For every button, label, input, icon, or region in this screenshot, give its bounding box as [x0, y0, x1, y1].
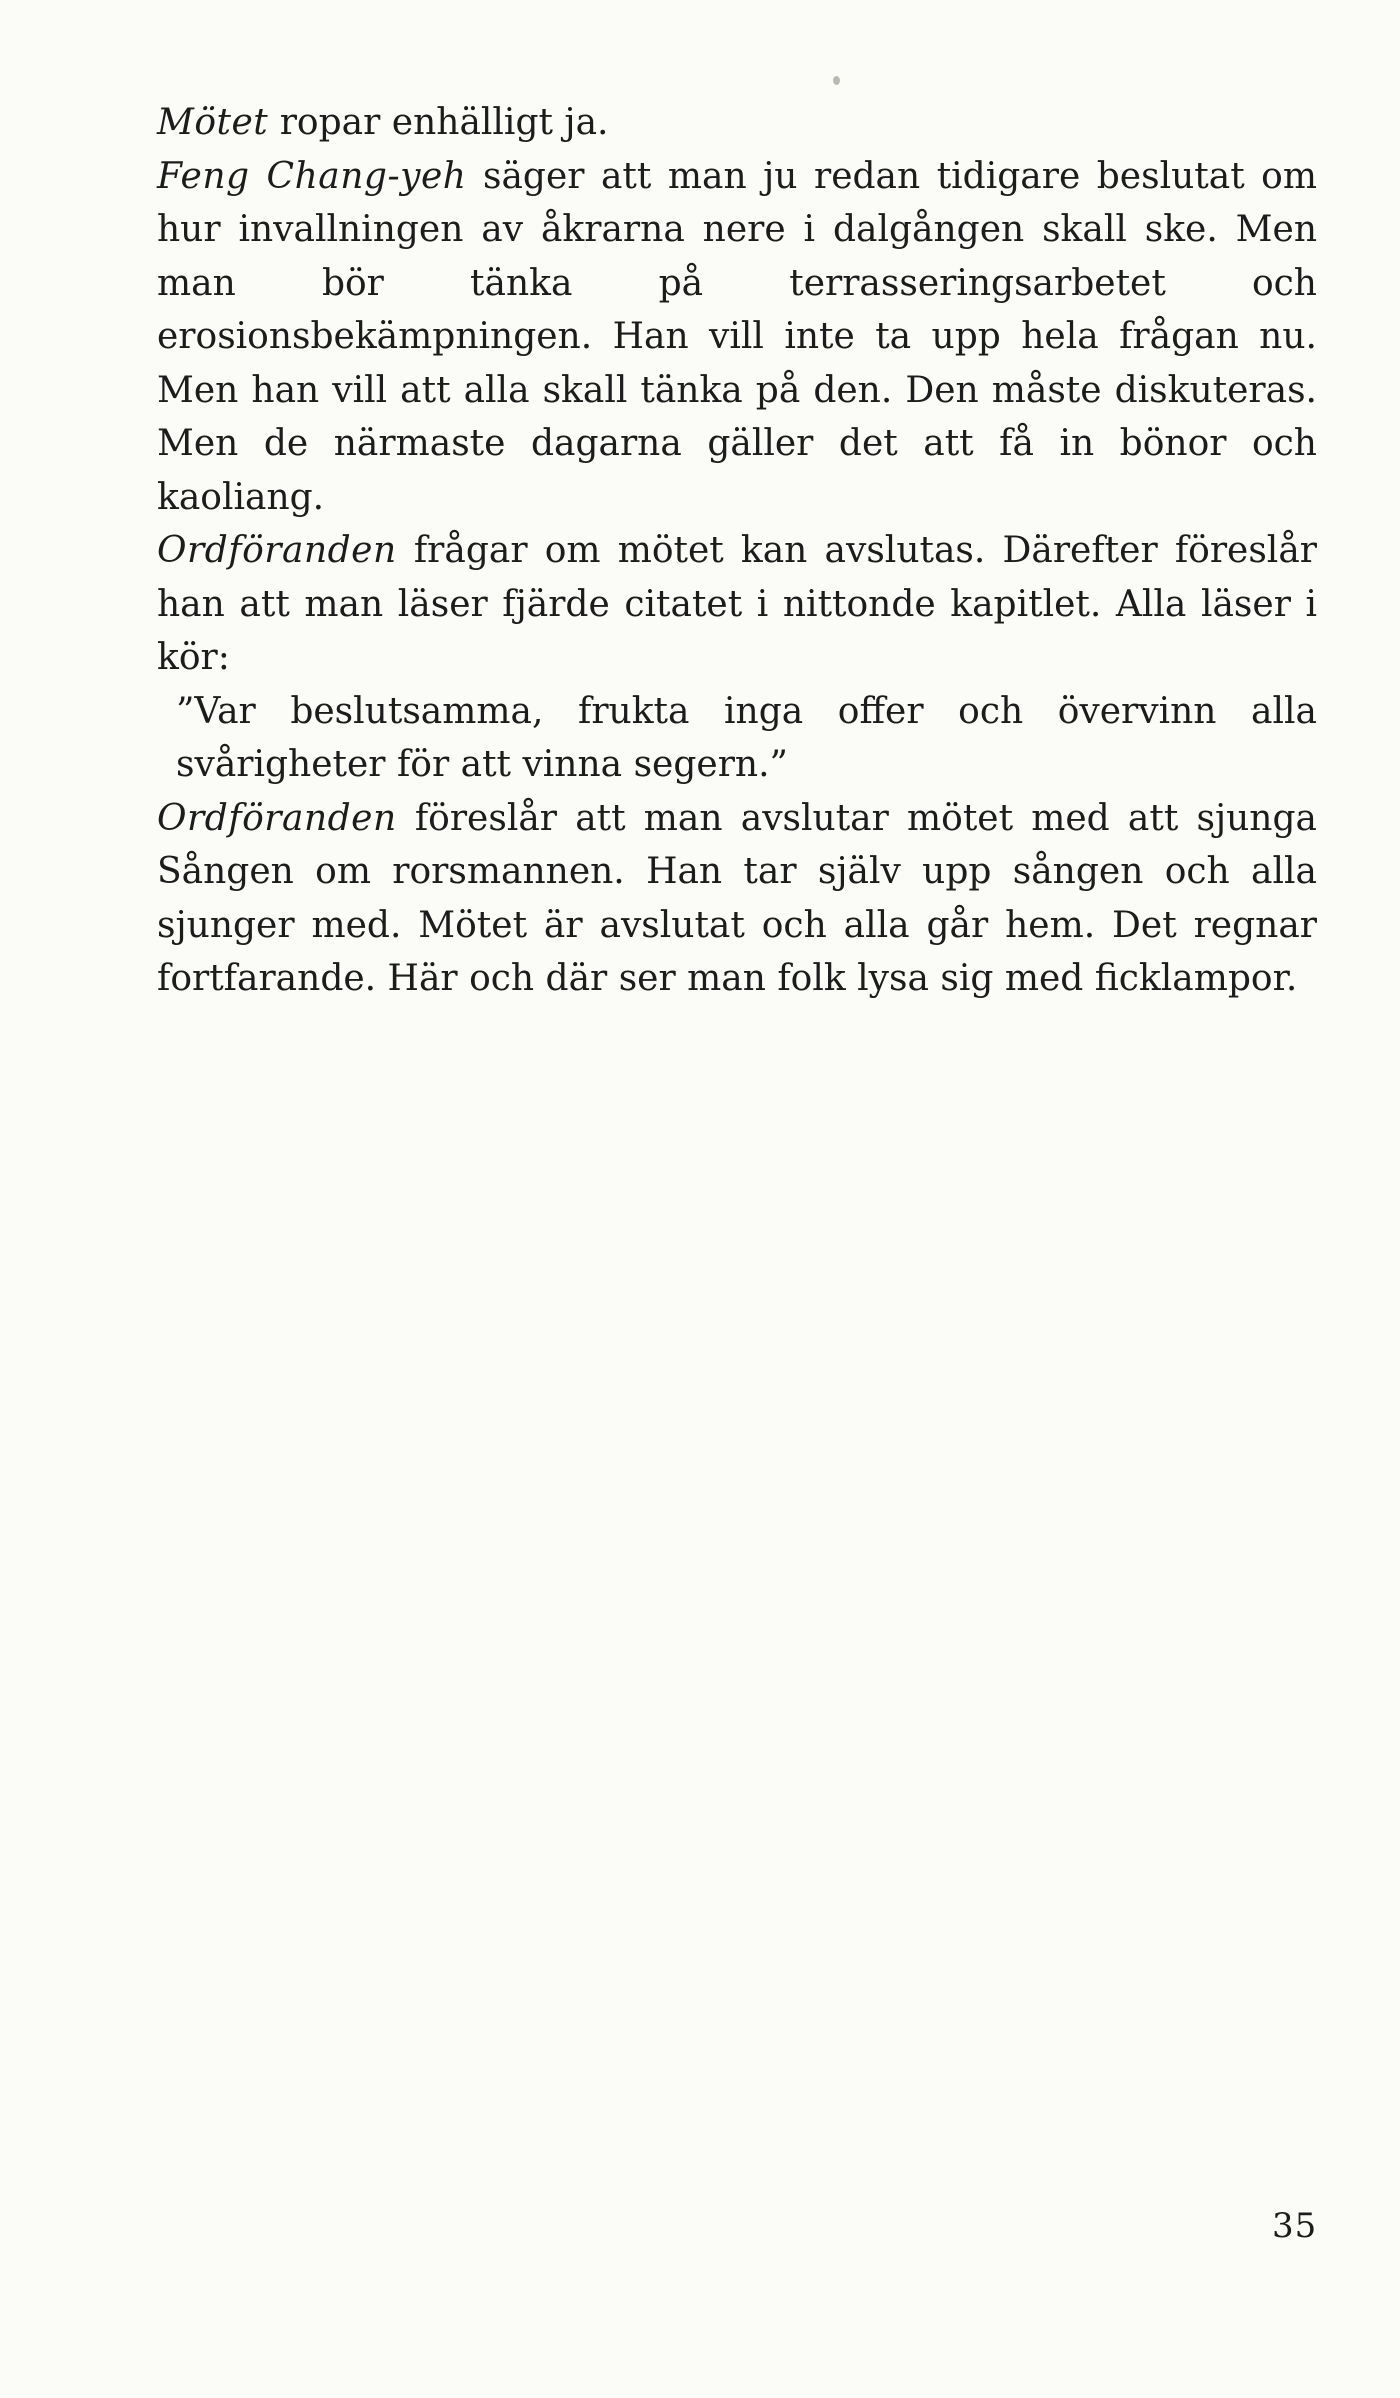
print-speck: [833, 76, 840, 85]
paragraph-text: frågar om mötet kan avslutas. Därefter föreslår han att man läser fjärde citatet i nittonde kapitlet. Alla läser i kör:: [157, 530, 1317, 678]
paragraph-3: [157, 524, 1317, 685]
paragraph-2: [157, 150, 1317, 525]
paragraph-5: [157, 792, 1317, 1006]
paragraph-text: ropar enhälligt ja.: [268, 102, 609, 143]
speaker-name: Feng Chang-yeh: [157, 155, 467, 197]
quotation: ”Var beslutsamma, frukta inga offer och övervinn alla svårigheter för att vinna segern.”: [176, 690, 1317, 785]
speaker-name: Ordföranden: [157, 797, 397, 839]
paragraph-text: säger att man ju redan tidigare beslutat om hur invallningen av åkrarna nere i dalgången skall ske. Men man bör tänka på terrasseringsarbetet och erosionsbekämpningen. Han vill inte ta upp hela frågan nu. Men han vill att alla skall tänka på den. Den måste diskuteras. Men de närmaste dagarna gäller det att få in bönor och kaoliang.: [157, 155, 1317, 518]
paragraph-1: [157, 96, 1317, 150]
speaker-name: Mötet: [157, 102, 269, 143]
body-text: [157, 96, 1317, 1006]
page-number: 35: [1272, 2206, 1318, 2246]
paragraph-text: föreslår att man avslutar mötet med att sjunga Sången om rorsmannen. Han tar själv upp sången och alla sjunger med. Mötet är avslutat och alla går hem. Det regnar fortfarande. Här och där ser man folk lysa sig med ficklampor.: [157, 797, 1317, 999]
speaker-name: Ordföranden: [157, 530, 397, 571]
